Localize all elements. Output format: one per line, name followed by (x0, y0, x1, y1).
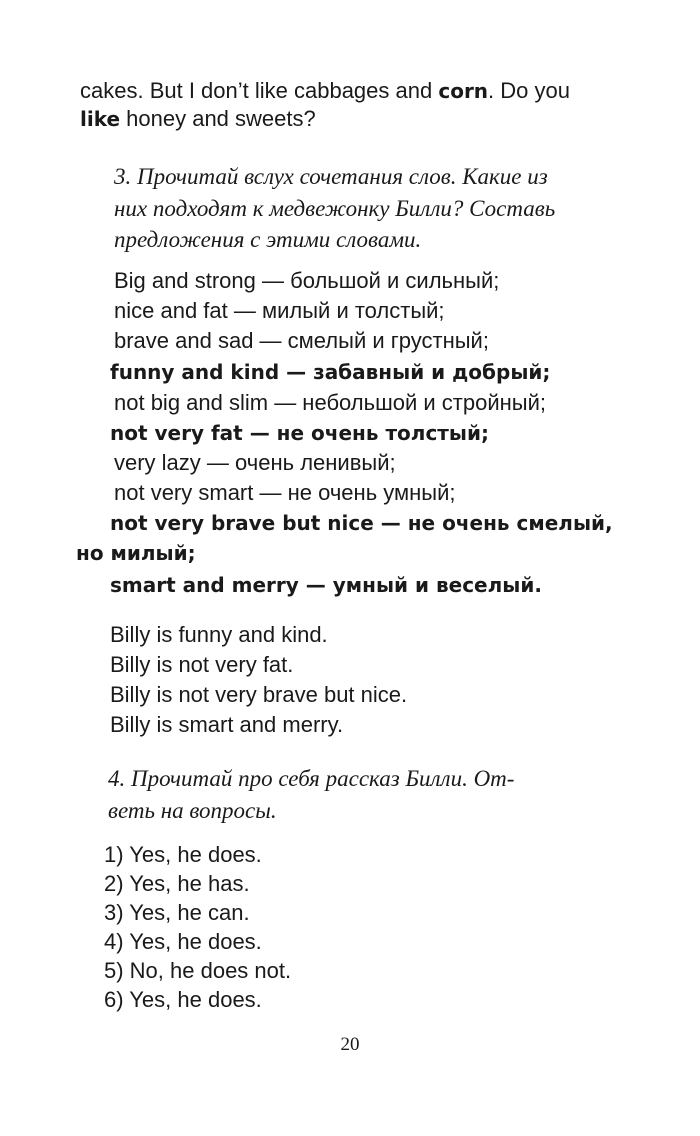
task3-instruction-line-3: предложения с этими словами. (114, 227, 422, 252)
answer-line: 1) Yes, he does. (104, 842, 262, 867)
task3-instruction-line-2: них подходят к медвежонку Билли? Составь (114, 196, 556, 221)
bold-word-like: like (80, 107, 121, 131)
page-number: 20 (340, 1034, 360, 1055)
task4-instruction-line-2: веть на вопросы. (108, 798, 277, 823)
sentence-line: Billy is funny and kind. (110, 622, 328, 647)
paragraph-line-2 (80, 104, 316, 134)
text-run: honey and sweets? (120, 106, 316, 131)
combo-line-bold-continuation: но милый; (76, 541, 196, 565)
bold-word-corn: corn (438, 79, 489, 103)
sentence-line: Billy is not very fat. (110, 652, 294, 677)
combo-line: not big and slim — небольшой и стройный; (114, 390, 546, 415)
task3-instruction-line-1: 3. Прочитай вслух сочетания слов. Какие из (114, 164, 548, 189)
sentence-line: Billy is smart and merry. (110, 712, 344, 737)
combo-line: very lazy — очень ленивый; (114, 450, 396, 475)
text-run: cakes. But I don’t like cabbages and (80, 78, 439, 103)
combo-line: nice and fat — милый и толстый; (114, 298, 445, 323)
answer-line: 3) Yes, he can. (104, 900, 250, 925)
combo-line: Big and strong — большой и сильный; (114, 268, 500, 293)
sentence-line: Billy is not very brave but nice. (110, 682, 408, 707)
combo-line: not very smart — не очень умный; (114, 480, 456, 505)
combo-line-bold: smart and merry — умный и веселый. (110, 573, 542, 597)
answer-line: 2) Yes, he has. (104, 871, 250, 896)
combo-line-bold: funny and kind — забавный и добрый; (110, 360, 551, 384)
combo-line-bold: not very brave but nice — не очень смелый, (110, 511, 613, 535)
answer-line: 5) No, he does not. (104, 958, 292, 983)
answer-line: 4) Yes, he does. (104, 929, 262, 954)
paragraph-line-1 (80, 76, 570, 106)
combo-line-bold: not very fat — не очень толстый; (110, 421, 489, 445)
text-run: . Do you (488, 78, 570, 103)
task4-instruction-line-1: 4. Прочитай про себя рассказ Билли. От- (108, 766, 515, 791)
combo-line: brave and sad — смелый и грустный; (114, 328, 489, 353)
answer-line: 6) Yes, he does. (104, 987, 262, 1012)
